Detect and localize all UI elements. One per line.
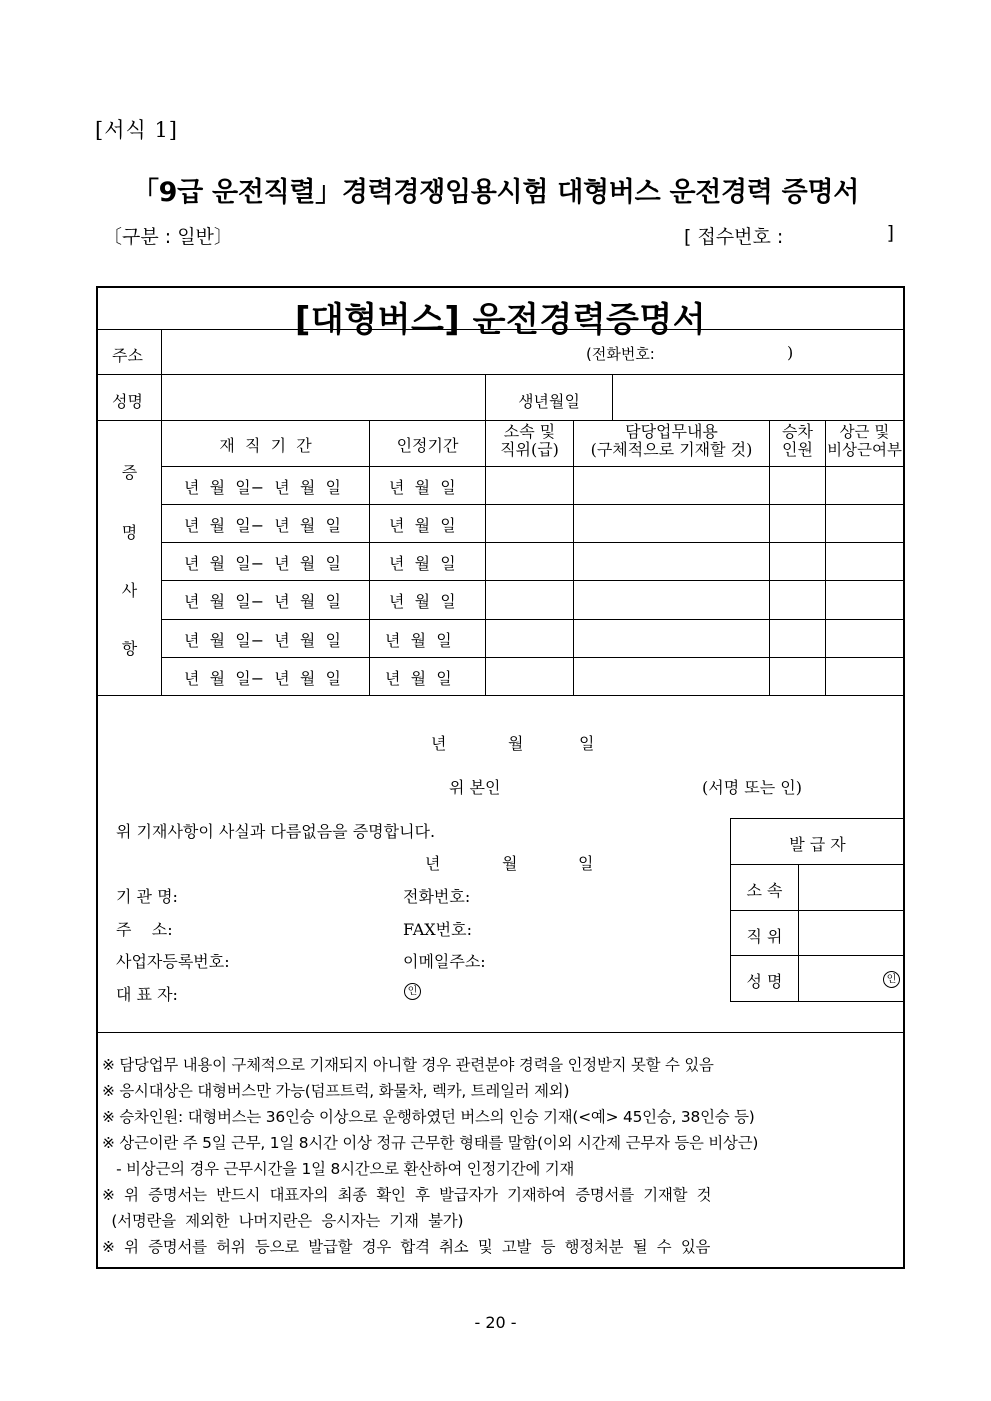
certificate-box: [96, 286, 905, 1269]
name-label: 성명: [112, 392, 143, 411]
note-5-sub: (서명란을 제외한 나머지란은 응시자는 기재 불가): [102, 1212, 464, 1230]
ceo-seal-icon: 인: [404, 983, 421, 1000]
col-header-recognized: 인정기간: [396, 436, 459, 455]
issuer-name-label: 성 명: [746, 972, 783, 991]
table-row-5-period[interactable]: 년 월 일− 년 월 일: [184, 631, 342, 650]
org-phone-label: 전화번호:: [403, 887, 471, 906]
sign-date-year: 년: [431, 734, 447, 753]
col-header-duty: 담당업무내용 (구체적으로 기재할 것): [590, 422, 753, 459]
issuer-position-label: 직 위: [746, 927, 783, 946]
side-label-3: 사: [121, 581, 138, 600]
note-3: ※ 승차인원: 대형버스는 36인승 이상으로 운행하였던 버스의 인승 기재(<예> 45인승, 38인승 등): [102, 1108, 755, 1126]
certify-statement: 위 기재사항이 사실과 다름없음을 증명합니다.: [116, 822, 436, 841]
issue-date-month: 월: [502, 854, 518, 873]
biz-number-label: 사업자등록번호:: [116, 952, 230, 971]
receipt-number: [684, 222, 894, 249]
col-header-passengers: 승차 인원: [782, 422, 813, 459]
page-number: - 20 -: [474, 1313, 517, 1332]
birth-field[interactable]: [613, 375, 903, 419]
certificate-title: [대형버스] 운전경력증명서: [294, 300, 707, 340]
side-label-1: 증: [121, 463, 138, 482]
table-row-4-recognized[interactable]: 년 월 일: [389, 592, 456, 611]
table-row-3-period[interactable]: 년 월 일− 년 월 일: [184, 554, 342, 573]
sign-or-seal-label: (서명 또는 인): [702, 778, 802, 797]
org-address-label: 주 소:: [116, 920, 173, 939]
birth-label: 생년월일: [518, 392, 580, 411]
sign-date-day: 일: [579, 734, 595, 753]
table-row-5-recognized[interactable]: 년 월 일: [385, 631, 452, 650]
col-header-period: 재 직 기 간: [219, 436, 312, 455]
issuer-affiliation-label: 소 속: [746, 881, 783, 900]
note-2: ※ 응시대상은 대형버스만 가능(덤프트럭, 화물차, 렉카, 트레일러 제외): [102, 1082, 570, 1100]
org-email-label: 이메일주소:: [403, 952, 486, 971]
note-5: ※ 위 증명서는 반드시 대표자의 최종 확인 후 발급자가 기재하여 증명서를 기재할 것: [102, 1186, 712, 1204]
note-6: ※ 위 증명서를 허위 등으로 발급할 경우 합격 취소 및 고발 등 행정처분 될 수 있음: [102, 1238, 711, 1256]
document-title: 「9급 운전직렬」경력경쟁임용시험 대형버스 운전경력 증명서: [131, 177, 860, 208]
note-4-sub: - 비상근의 경우 근무시간을 1일 8시간으로 환산하여 인정기간에 기재: [102, 1160, 575, 1178]
table-row-6-period[interactable]: 년 월 일− 년 월 일: [184, 669, 342, 688]
issuer-title: 발 급 자: [789, 835, 846, 854]
table-row-2-period[interactable]: 년 월 일− 년 월 일: [184, 516, 342, 535]
sign-date-month: 월: [508, 734, 524, 753]
org-fax-label: FAX번호:: [403, 920, 472, 939]
receipt-close: ]: [886, 222, 894, 244]
table-row-2-recognized[interactable]: 년 월 일: [389, 516, 456, 535]
phone-label: (전화번호:: [586, 345, 655, 363]
table-row-4-period[interactable]: 년 월 일− 년 월 일: [184, 592, 342, 611]
col-header-fulltime: 상근 및 비상근여부: [827, 423, 902, 459]
note-1: ※ 담당업무 내용이 구체적으로 기재되지 아니할 경우 관련분야 경력을 인정받지 못할 수 있음: [102, 1056, 714, 1074]
table-row-3-recognized[interactable]: 년 월 일: [389, 554, 456, 573]
issuer-box: [730, 818, 905, 1002]
form-label: [서식 1]: [95, 118, 178, 142]
org-name-label: 기 관 명:: [116, 887, 178, 906]
receipt-label: [ 접수번호 :: [684, 226, 784, 248]
table-row-1-recognized[interactable]: 년 월 일: [389, 478, 456, 497]
ceo-label: 대 표 자:: [116, 985, 178, 1004]
side-label-2: 명: [121, 523, 138, 542]
note-4: ※ 상근이란 주 5일 근무, 1일 8시간 이상 정규 근무한 형태를 말함(이외 시간제 근무자 등은 비상근): [102, 1134, 759, 1152]
category-label: 〔구분 : 일반〕: [103, 226, 233, 248]
issue-date-year: 년: [425, 854, 441, 873]
name-field[interactable]: [162, 375, 484, 419]
issue-date-day: 일: [578, 854, 594, 873]
table-row-1-period[interactable]: 년 월 일− 년 월 일: [184, 478, 342, 497]
col-header-affiliation: 소속 및 직위(급): [500, 422, 559, 459]
side-label-4: 항: [121, 639, 138, 658]
issuer-seal-icon: 인: [883, 971, 900, 988]
phone-close: ): [787, 343, 794, 362]
applicant-label: 위 본인: [449, 778, 501, 797]
table-row-6-recognized[interactable]: 년 월 일: [385, 669, 452, 688]
address-label: 주소: [112, 346, 143, 365]
